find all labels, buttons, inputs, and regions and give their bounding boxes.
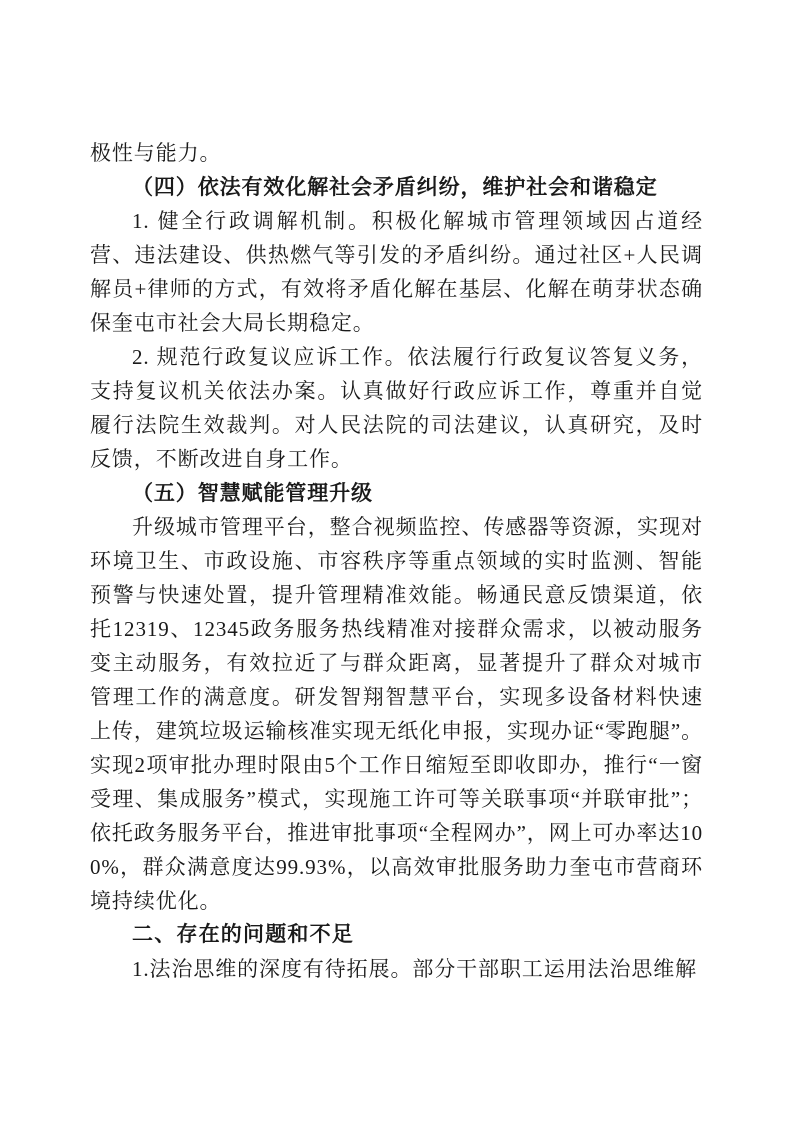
document-content <box>90 136 703 986</box>
paragraph-mediation: 1. 健全行政调解机制。积极化解城市管理领域因占道经营、违法建设、供热燃气等引发的矛盾纠纷。通过社区+人民调解员+律师的方式，有效将矛盾化解在基层、化解在萌芽状态确保奎屯市社会大局长期稳定。 <box>90 209 703 335</box>
chapter-heading-problems: 二、存在的问题和不足 <box>132 923 354 946</box>
paragraph-review-litigation: 2. 规范行政复议应诉工作。依法履行行政复议答复义务，支持复议机关依法办案。认真做好行政应诉工作，尊重并自觉履行法院生效裁判。对人民法院的司法建议，认真研究，及时反馈，不断改进自身工作。 <box>90 345 703 471</box>
paragraph-problems-intro: 1.法治思维的深度有待拓展。部分干部职工运用法治思维解 <box>132 957 698 981</box>
section-heading-4: （四）依法有效化解社会矛盾纠纷，维护社会和谐稳定 <box>132 175 658 199</box>
paragraph-smart-management: 升级城市管理平台，整合视频监控、传感器等资源，实现对环境卫生、市政设施、市容秩序等重点领域的实时监测、智能预警与快速处置，提升管理精准效能。畅通民意反馈渠道，依托12319、12345政务服务热线精准对接群众需求，以被动服务变主动服务，有效拉近了与群众距离，显著提升了群众对城市管理工作的满意度。研发智翔智慧平台，实现多设备材料快速上传，建筑垃圾运输核准实现无纸化申报，实现办证“零跑腿”。实现2项审批办理时限由5个工作日缩短至即收即办，推行“一窗受理、集成服务”模式，实现施工许可等关联事项“并联审批”；依托政务服务平台，推进审批事项“全程网办”，网上可办率达100%，群众满意度达99.93%，以高效审批服务助力奎屯市营商环境持续优化。 <box>90 515 703 913</box>
paragraph-continuation: 极性与能力。 <box>90 141 222 165</box>
section-heading-5: （五）智慧赋能管理升级 <box>132 481 373 505</box>
